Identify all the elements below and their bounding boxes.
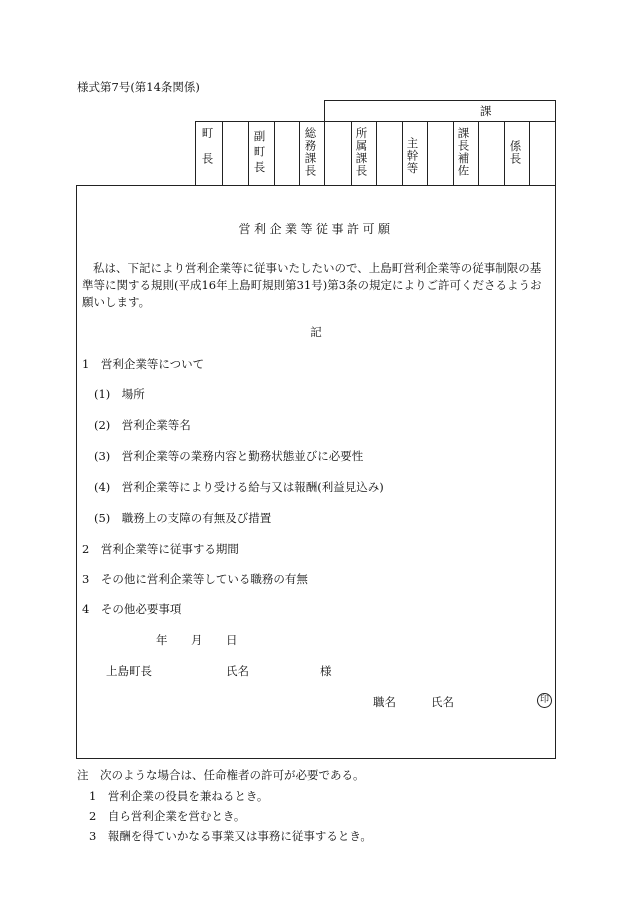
column-general-affairs-chief: 総務課長: [303, 127, 318, 177]
item-1-2: (2) 営利企業等名: [94, 418, 191, 432]
item-1-5: (5) 職務上の支障の有無及び措置: [94, 511, 272, 525]
document-title: 営利企業等従事許可願: [238, 222, 394, 236]
notes-heading: 注 次のような場合は、任命権者の許可が必要である。: [77, 768, 365, 782]
applicant-title-label: 職名: [373, 695, 396, 709]
date-day: 日: [226, 633, 238, 647]
addressee-name-label: 氏名: [226, 664, 249, 678]
note-item: 2 自ら営利企業を営むとき。: [89, 809, 246, 823]
column-dept-chief: 所属課長: [354, 127, 369, 177]
approval-table: [195, 100, 556, 185]
column-town-mayor: 町長: [200, 127, 215, 178]
honorific: 様: [320, 664, 332, 678]
item-1: 1 営利企業等について: [82, 357, 205, 371]
section-label: 課: [480, 104, 492, 118]
column-deputy-mayor: 副町長: [252, 130, 267, 177]
ki-heading: 記: [310, 325, 322, 339]
item-2: 2 営利企業等に従事する期間: [82, 542, 239, 556]
addressee: 上島町長: [106, 664, 152, 678]
date-year: 年: [156, 633, 168, 647]
item-1-1: (1) 場所: [94, 387, 145, 401]
note-item: 3 報酬を得ていかなる事業又は事務に従事するとき。: [89, 829, 372, 843]
column-subsection-chief: 係長: [508, 140, 523, 165]
applicant-name-label: 氏名: [431, 695, 454, 709]
seal-icon: 印: [537, 693, 552, 708]
form-number: 様式第7号(第14条関係): [77, 80, 200, 94]
item-4: 4 その他必要事項: [82, 602, 182, 616]
request-body: 私は、下記により営利企業等に従事いたしたいので、上島町営利企業等の従事制限の基準等に関する規則(平成16年上島町規則第31号)第3条の規定によりご許可くださるようお願いします。: [82, 261, 542, 309]
column-chief-staff: 主幹等: [405, 137, 420, 175]
item-1-3: (3) 営利企業等の業務内容と勤務状態並びに必要性: [94, 449, 364, 463]
column-assistant-chief: 課長補佐: [456, 127, 471, 177]
item-1-4: (4) 営利企業等により受ける給与又は報酬(利益見込み): [94, 480, 384, 494]
item-3: 3 その他に営利企業等している職務の有無: [82, 572, 308, 586]
note-item: 1 営利企業の役員を兼ねるとき。: [89, 789, 269, 803]
date-month: 月: [191, 633, 203, 647]
